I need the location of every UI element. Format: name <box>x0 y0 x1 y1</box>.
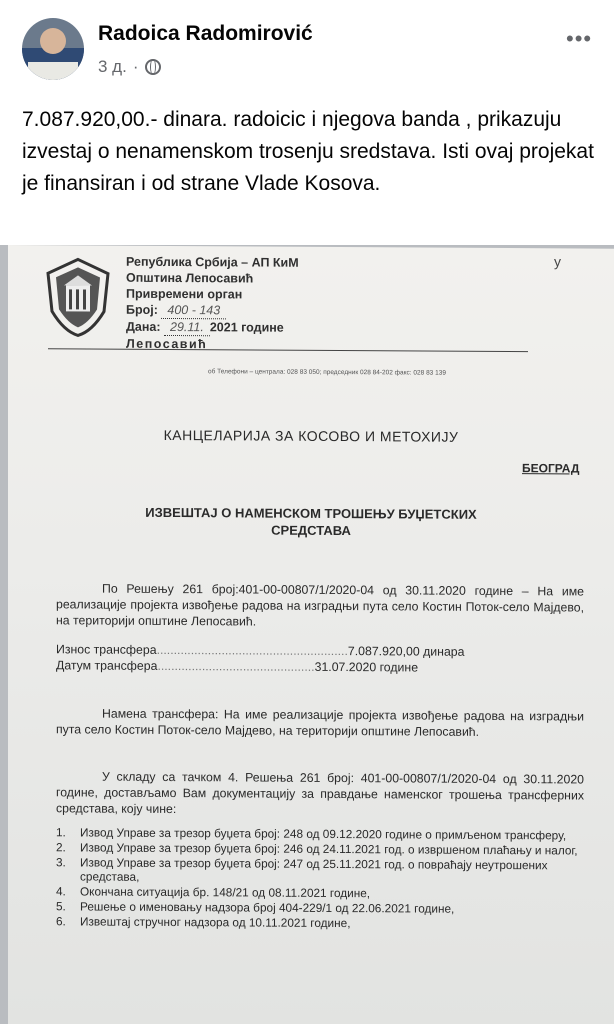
author-name[interactable]: Radoica Radomirović <box>98 22 313 45</box>
list-item: 5. Решење о именовању надзора број 404-229/1 од 22.06.2021 године, <box>56 899 455 916</box>
meta-separator: · <box>132 57 139 76</box>
post-meta <box>98 57 161 77</box>
document-page <box>8 245 614 1024</box>
list-item: 1. Извод Управе за трезор буџета број: 248 од 09.12.2020 године о примљеном трансферу, <box>56 825 567 843</box>
document-date: 29.11. <box>164 319 210 336</box>
document-compliance: У складу са тачком 4. Решења 261 број: 401-00-00807/1/2020-04 од 30.11.2020 године, достављамо Вам документацију за правдање наменског трошења трансферних средстава, коју чине: <box>56 769 584 817</box>
corner-mark: у <box>554 253 561 270</box>
transfer-date-row: Датум трансфера..............................................31.07.2020 године <box>56 658 419 675</box>
public-globe-icon <box>145 59 161 75</box>
more-options-icon[interactable]: ••• <box>566 26 593 51</box>
post-text: 7.087.920,00.- dinara. radoicic i njegova banda , prikazuju izvestaj o nenamenskom trosenju sredstava. Isti ovaj projekat je finansiran i od strane Vlade Kosova. <box>22 108 594 195</box>
document-purpose: Намена трансфера: На име реализације пројекта извођење радова на изградњи пута село Костин Поток-село Мајдево, на територији општине Лепосавић. <box>56 706 584 739</box>
document-letterhead: Република Србија – АП КиМ Општина Лепосавић Привремени орган Број: 400 - 143 Дана: 29.11. 2021 године Лепосавић <box>126 254 299 352</box>
amount-row: Износ трансфера........................................................7.087.920,00 динара <box>56 642 465 659</box>
document-title: ИЗВЕШТАЈ О НАМЕНСКОМ ТРОШЕЊУ БУЏЕТСКИХ СРЕДСТАВА <box>145 504 477 539</box>
document-contacts: об Телефони – централа: 028 83 050; председник 028 84-202 факс: 028 83 139 <box>208 368 446 377</box>
post-time[interactable]: 3 д. <box>98 57 127 76</box>
attachments-list <box>56 825 596 932</box>
list-item: 2. Извод Управе за трезор буџета број: 246 од 24.11.2021 год. о извршеном плаћању и налог, <box>56 840 578 858</box>
post-photo[interactable] <box>0 245 614 1024</box>
coat-of-arms-icon <box>42 255 114 339</box>
list-item: 6. Извештај стручног надзора од 10.11.2021 године, <box>56 914 351 931</box>
avatar[interactable] <box>22 18 84 80</box>
document-number: 400 - 143 <box>161 302 226 319</box>
document-place: Лепосавић <box>126 336 208 352</box>
document-city: БЕОГРАД <box>522 461 580 476</box>
post-header <box>0 0 614 245</box>
document-intro: По Решењу 261 број:401-00-00807/1/2020-04 од 30.11.2020 године – На име реализације пројекта извођење радова на изградњи пута село Костин Поток-село Мајдево, на територији општине Лепосавић. <box>56 581 584 629</box>
list-item: 3. Извод Управе за трезор буџета број: 247 од 25.11.2021 год. о повраћају неутрошених средстава, <box>56 855 548 884</box>
document-recipient: КАНЦЕЛАРИЈА ЗА КОСОВО И МЕТОХИЈУ <box>163 426 459 445</box>
list-item: 4. Окончана ситуација бр. 148/21 од 08.11.2021 године, <box>56 884 371 901</box>
